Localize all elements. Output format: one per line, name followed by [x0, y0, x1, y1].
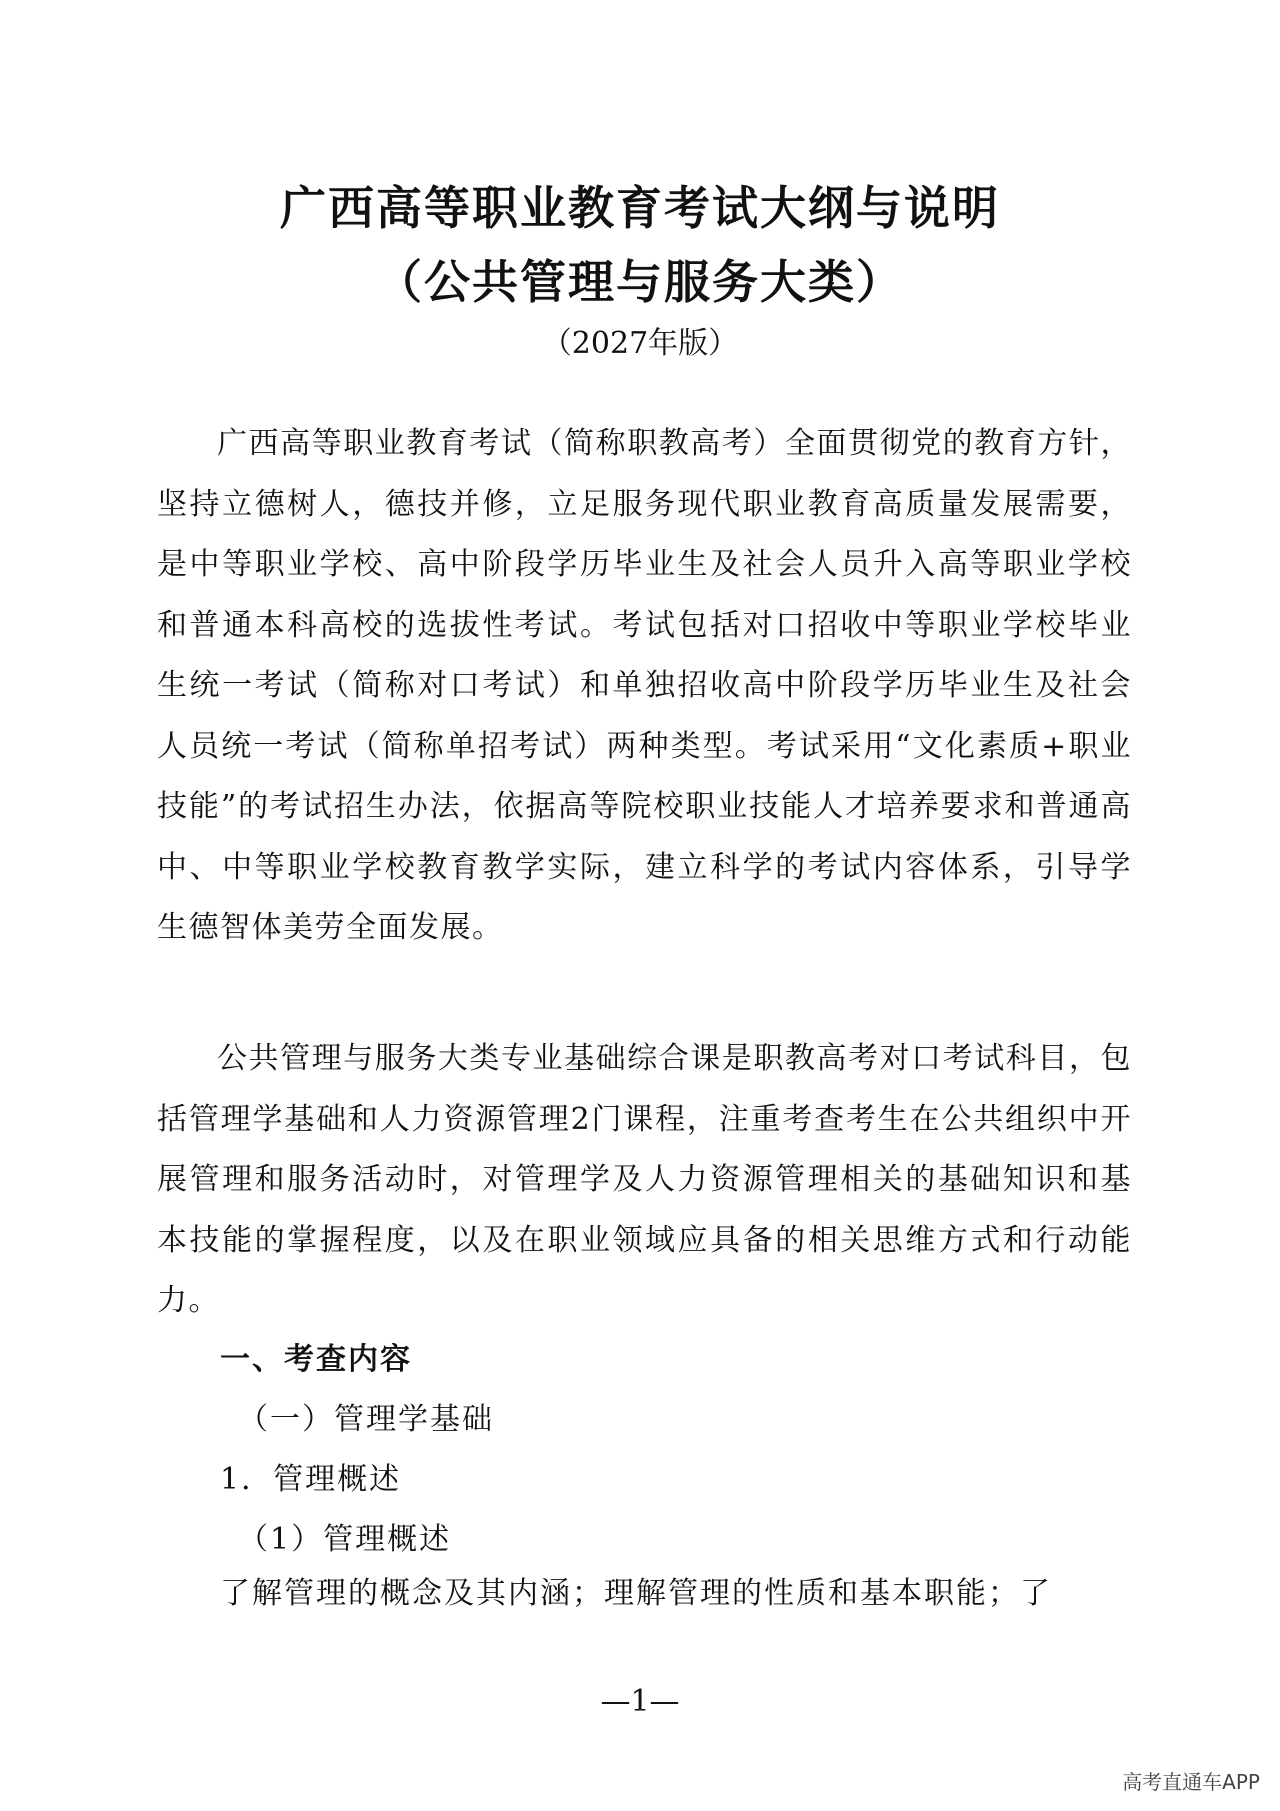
course-description-paragraph: 公共管理与服务大类专业基础综合课是职教高考对口考试科目，包括管理学基础和人力资源管理2门课程，注重考查考生在公共组织中开展管理和服务活动时，对管理学及人力资源管理相关的基础知识和基本技能的掌握程度，以及在职业领域应具备的相关思维方式和行动能力。 — [157, 1041, 1132, 1318]
edition-label: （2027年版） — [541, 326, 739, 361]
subitem-heading: （1）管理概述 — [238, 1522, 452, 1557]
content-paragraph: 了解管理的概念及其内涵；理解管理的性质和基本职能；了 — [220, 1576, 1052, 1611]
intro-paragraph: 广西高等职业教育考试（简称职教高考）全面贯彻党的教育方针，坚持立德树人，德技并修，立足服务现代职业教育高质量发展需要，是中等职业学校、高中阶段学历毕业生及社会人员升入高等职业学校和普通本科高校的选拔性考试。考试包括对口招收中等职业学校毕业生统一考试（简称对口考试）和单独招收高中阶段学历毕业生及社会人员统一考试（简称单招考试）两种类型。考试采用“文化素质+职业技能”的考试招生办法，依据高等院校职业技能人才培养要求和普通高中、中等职业学校教育教学实际，建立科学的考试内容体系，引导学生德智体美劳全面发展。 — [157, 426, 1132, 945]
section-heading: 一、考查内容 — [220, 1342, 412, 1377]
page-number: —1— — [600, 1684, 680, 1719]
item-heading: 1．管理概述 — [220, 1462, 402, 1497]
watermark: 高考直通车APP — [1122, 1770, 1260, 1794]
subsection-heading: （一）管理学基础 — [238, 1402, 494, 1437]
document-title: 广西高等职业教育考试大纲与说明 — [280, 181, 1000, 235]
document-subtitle: （公共管理与服务大类） — [376, 255, 904, 309]
